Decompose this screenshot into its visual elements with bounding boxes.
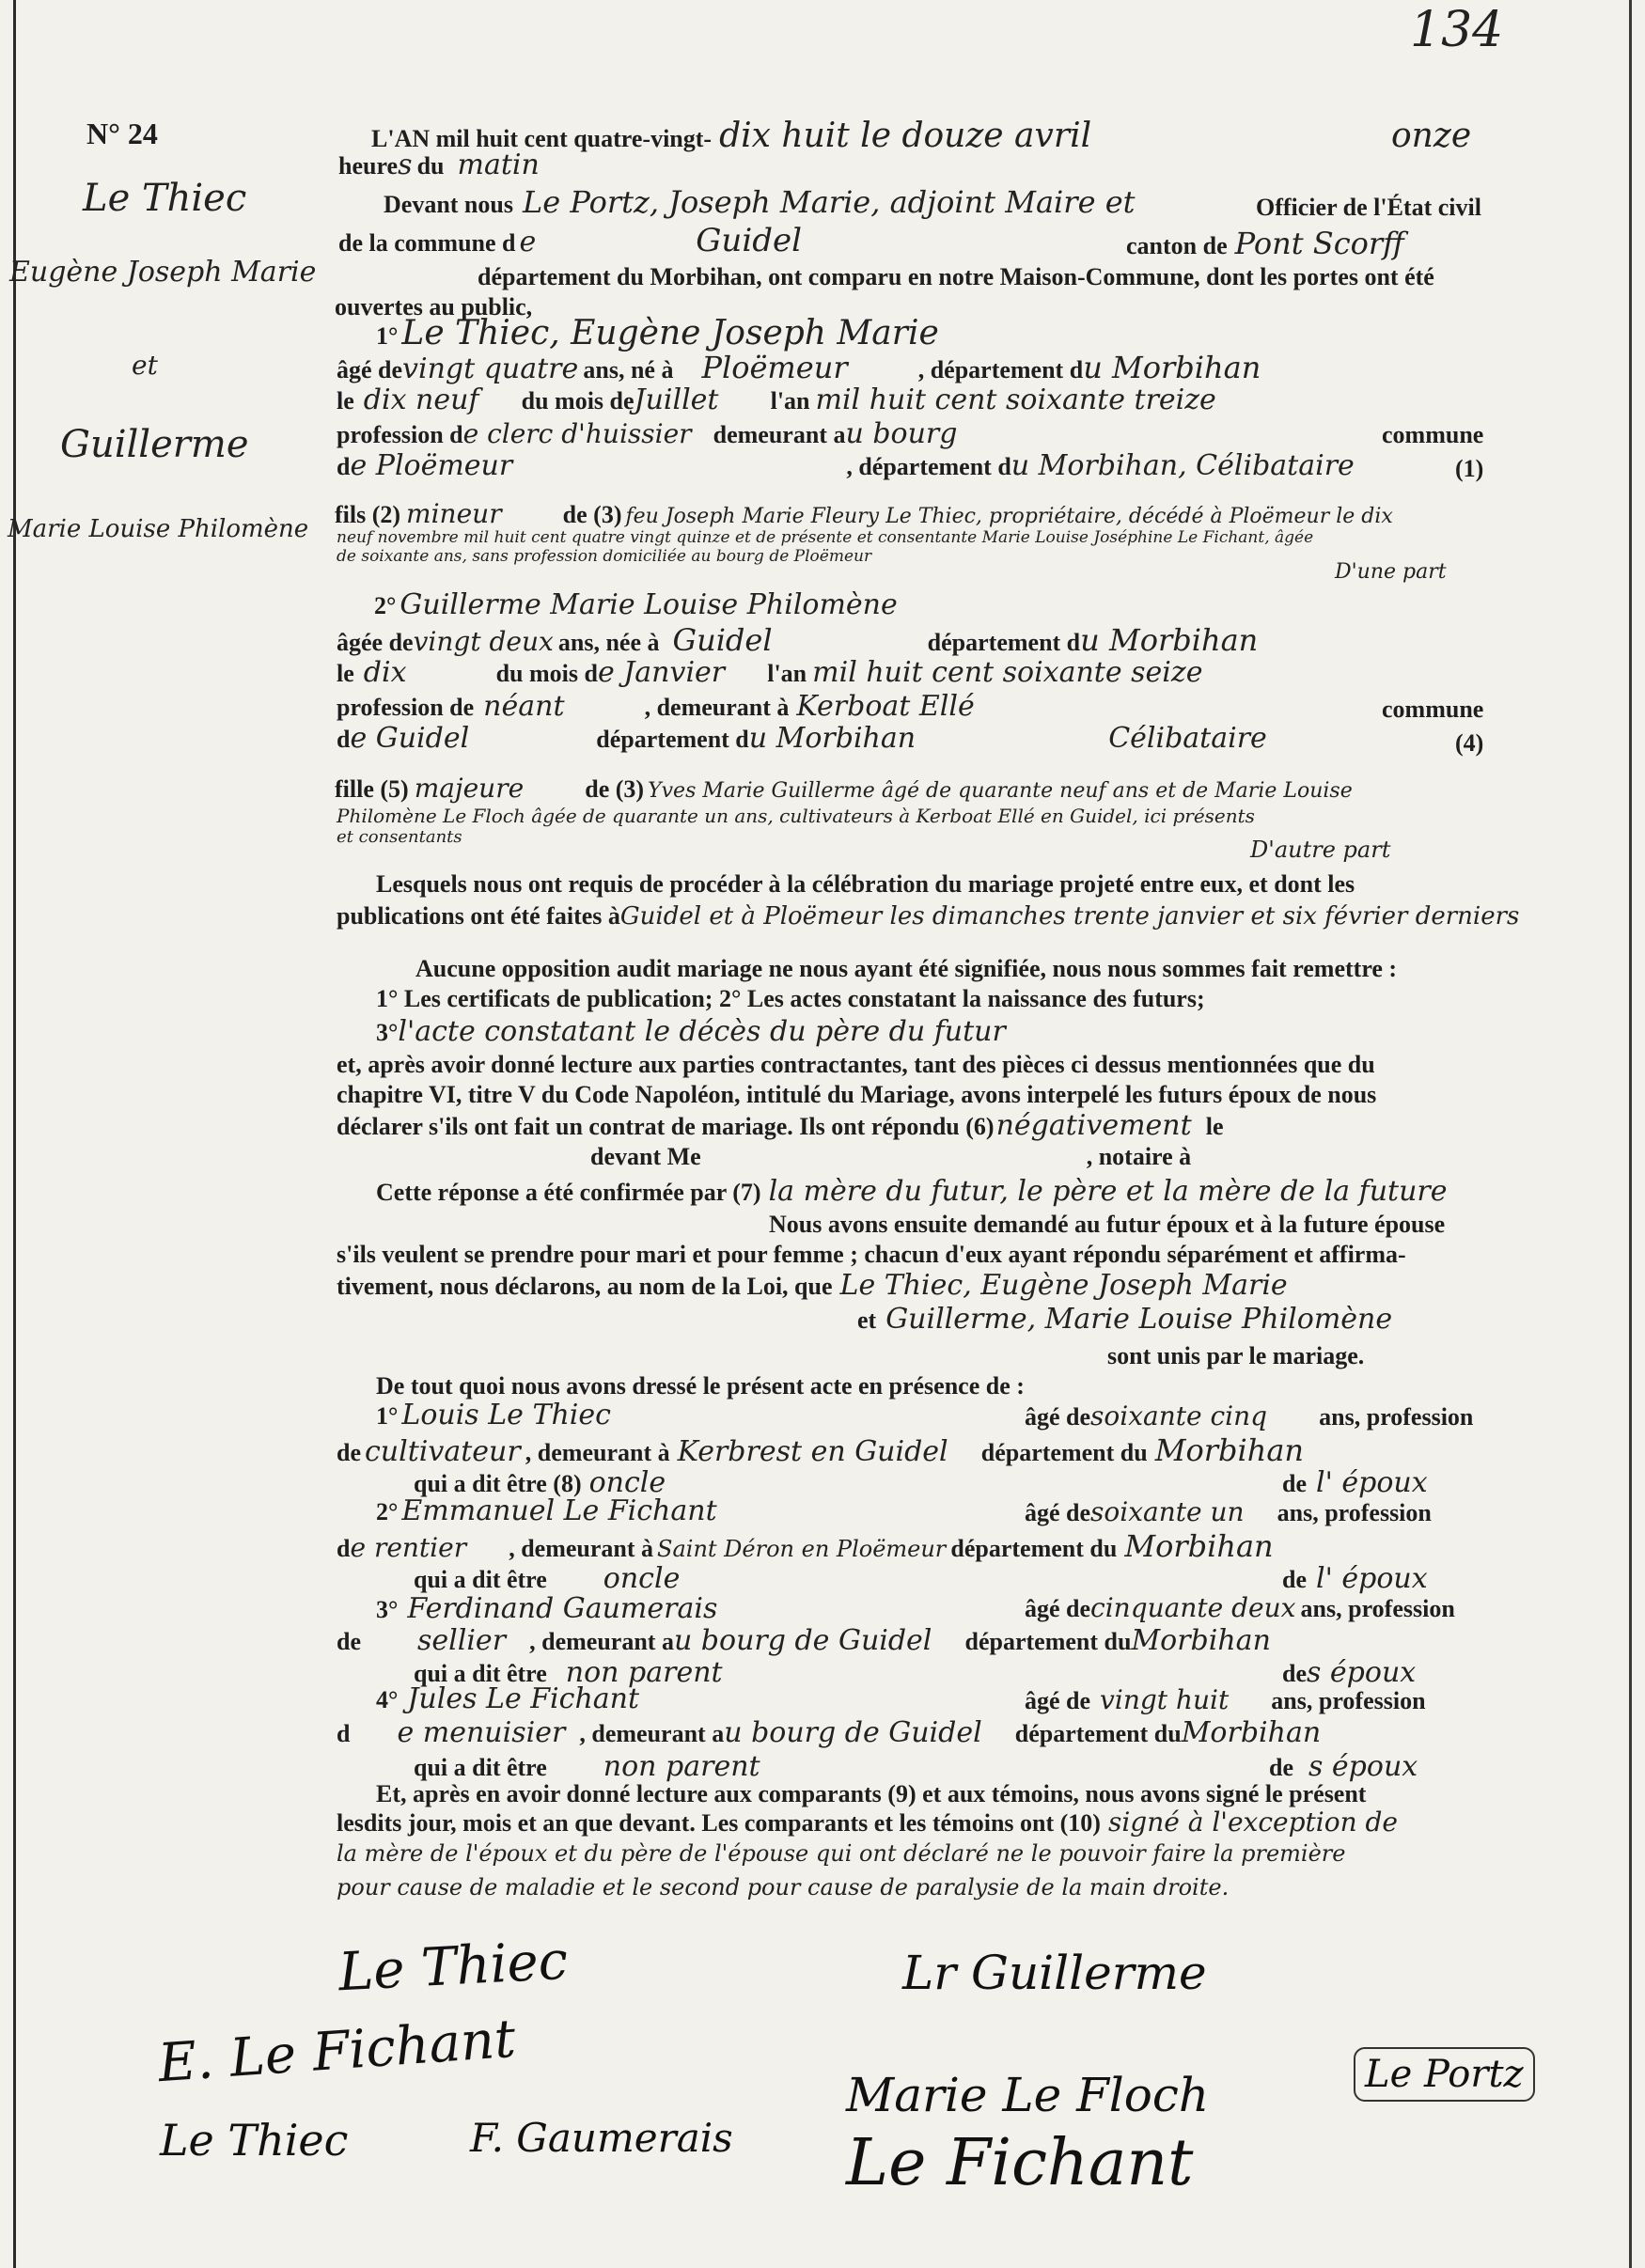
officer-title: Officier de l'État civil bbox=[1256, 194, 1481, 221]
signature-bride: Lr Guillerme bbox=[902, 1946, 1207, 2000]
witness-4-relation-line: qui a dit être non parent bbox=[414, 1750, 760, 1783]
page-left-edge bbox=[13, 0, 16, 2268]
signature-groom: Le Thiec bbox=[337, 1930, 570, 2004]
request-line-2: publications ont été faites àGuidel et à Ploëmeur les dimanches trente janvier et six février derniers bbox=[337, 902, 1520, 931]
witness-1-age-line: âgé desoixante cinq ans, profession bbox=[1025, 1400, 1474, 1431]
line-departement: département du Morbihan, ont comparu en notre Maison-Commune, dont les portes ont été bbox=[478, 263, 1434, 290]
line-public: ouvertes au public, bbox=[335, 293, 533, 321]
groom-age-line: âgé devingt quatre ans, né à Ploëmeur , département du Morbihan bbox=[337, 350, 1261, 385]
witness-4-residence-line: d e menuisier , demeurant au bourg de Guidel département duMorbihan bbox=[337, 1716, 1322, 1749]
line-commune: de la commune d e Guidel bbox=[338, 222, 802, 259]
witness-1-name-line: 1° Louis Le Thiec bbox=[376, 1399, 611, 1431]
witnesses-intro: De tout quoi nous avons dressé le présent acte en présence de : bbox=[376, 1372, 1025, 1400]
closing-line-2: lesdits jour, mois et an que devant. Les comparants et les témoins ont (10) signé à l'exception de bbox=[337, 1807, 1398, 1838]
closing-line-1: Et, après en avoir donné lecture aux comparants (9) et aux témoins, nous avons signé le présent bbox=[376, 1780, 1367, 1807]
signature-officer: Le Portz bbox=[1354, 2047, 1535, 2102]
margin-groom-surname: Le Thiec bbox=[83, 177, 247, 220]
consent-line-2: tivement, nous déclarons, au nom de la Loi, que Le Thiec, Eugène Joseph Marie bbox=[337, 1269, 1288, 1302]
dautre-part: D'autre part bbox=[1250, 837, 1391, 863]
united-line: sont unis par le mariage. bbox=[1107, 1342, 1365, 1369]
witness-2-relation-to: de l' époux bbox=[1282, 1562, 1428, 1595]
witness-2-relation-line: qui a dit être oncle bbox=[414, 1562, 681, 1595]
bride-parents-cont1: Philomène Le Floch âgée de quarante un ans, cultivateurs à Kerboat Ellé en Guidel, ici présents bbox=[337, 805, 1255, 827]
groom-birth-line: le dix neuf du mois deJuillet l'an mil huit cent soixante treize bbox=[337, 383, 1216, 416]
line-year: L'AN mil huit cent quatre-vingt- dix huit le douze avril bbox=[371, 117, 1092, 155]
consent-line-1: s'ils veulent se prendre pour mari et pour femme ; chacun d'eux ayant répondu séparément et affirma- bbox=[337, 1241, 1406, 1268]
line-canton: canton de Pont Scorff bbox=[1126, 226, 1404, 261]
groom-residence-line: de Ploëmeur , département du Morbihan, Célibataire bbox=[337, 449, 1355, 482]
witness-4-relation-to: de s époux bbox=[1269, 1750, 1418, 1783]
notary-line: devant Me , notaire à bbox=[590, 1143, 1192, 1170]
deceased-act-line: 3°l'acte constatant le décès du père du futur bbox=[376, 1015, 1006, 1048]
witness-1-relation-line: qui a dit être (8) oncle bbox=[414, 1466, 666, 1499]
line-hour: heures du matin bbox=[338, 149, 540, 181]
record-number: N° 24 bbox=[86, 117, 158, 150]
bride-name-line: 2° Guillerme Marie Louise Philomène bbox=[374, 588, 898, 621]
witness-2-residence-line: de rentier , demeurant à Saint Déron en Ploëmeur département du Morbihan bbox=[337, 1528, 1274, 1564]
closing-line-3: la mère de l'époux et du père de l'épouse qui ont déclaré ne le pouvoir faire la première bbox=[337, 1840, 1346, 1867]
confirmed-line: Cette réponse a été confirmée par (7) la mère du futur, le père et la mère de la future bbox=[376, 1175, 1448, 1208]
witness-2-age-line: âgé desoixante un ans, profession bbox=[1025, 1496, 1432, 1527]
request-line-1: Lesquels nous ont requis de procéder à la célébration du mariage projeté entre eux, et dont les bbox=[376, 870, 1355, 898]
margin-et: et bbox=[132, 350, 158, 381]
signature-witness-le-fichant: E. Le Fichant bbox=[156, 2008, 518, 2095]
folio-number: 134 bbox=[1410, 2, 1504, 58]
margin-bride-given: Marie Louise Philomène bbox=[8, 515, 309, 543]
margin-groom-given: Eugène Joseph Marie bbox=[9, 256, 317, 289]
groom-parents-cont2: de soixante ans, sans profession domiciliée au bourg de Ploëmeur bbox=[337, 547, 872, 566]
lecture-line-1: et, après avoir donné lecture aux parties contractantes, tant des pièces ci dessus mentionnées que du bbox=[337, 1051, 1375, 1078]
closing-line-4: pour cause de maladie et le second pour cause de paralysie de la main droite. bbox=[337, 1874, 1230, 1900]
bride-residence-line: de Guidel département du Morbihan Célibataire bbox=[337, 722, 1267, 755]
dune-part: D'une part bbox=[1335, 560, 1447, 584]
consent-line-3: et Guillerme, Marie Louise Philomène bbox=[857, 1303, 1393, 1336]
bride-profession-line: profession de néant , demeurant à Kerboat Ellé bbox=[337, 690, 975, 723]
lecture-line-2: chapitre VI, titre V du Code Napoléon, intitulé du Mariage, avons interpelé les futurs époux de nous bbox=[337, 1081, 1377, 1108]
witness-2-name-line: 2° Emmanuel Le Fichant bbox=[376, 1494, 717, 1527]
commune-label: commune bbox=[1382, 421, 1484, 448]
witness-3-age-line: âgé decinquante deux ans, profession bbox=[1025, 1592, 1455, 1623]
witness-1-residence-line: de cultivateur , demeurant à Kerbrest en Guidel département du Morbihan bbox=[337, 1432, 1305, 1468]
line-officer: Devant nous Le Portz, Joseph Marie, adjoint Maire et bbox=[384, 184, 1136, 220]
note-1: (1) bbox=[1455, 455, 1484, 482]
witness-3-relation-line: qui a dit être non parent bbox=[414, 1656, 723, 1689]
bride-birth-line: le dix du mois de Janvier l'an mil huit cent soixante seize bbox=[337, 656, 1203, 689]
signature-mother: Marie Le Floch bbox=[846, 2068, 1210, 2122]
margin-bride-surname: Guillerme bbox=[60, 423, 249, 466]
page-right-edge bbox=[1629, 0, 1632, 2268]
hour-value: onze bbox=[1391, 117, 1472, 155]
signature-le-fichant: Le Fichant bbox=[846, 2126, 1194, 2200]
witness-3-name-line: 3° Ferdinand Gaumerais bbox=[376, 1592, 718, 1625]
witness-3-residence-line: de sellier , demeurant au bourg de Guidel département duMorbihan bbox=[337, 1624, 1271, 1657]
note-4: (4) bbox=[1455, 729, 1484, 757]
groom-profession-line: profession de clerc d'huissier demeurant au bourg bbox=[337, 417, 958, 450]
bride-commune-label: commune bbox=[1382, 696, 1484, 723]
bride-parents-line: fille (5) majeure de (3) Yves Marie Guillerme âgé de quarante neuf ans et de Marie Louise bbox=[335, 773, 1353, 804]
signature-gaumerais: F. Gaumerais bbox=[470, 2115, 733, 2161]
asked-line: Nous avons ensuite demandé au futur époux et à la future épouse bbox=[769, 1211, 1446, 1238]
bride-parents-cont2: et consentants bbox=[337, 827, 462, 847]
signature-witness-le-thiec: Le Thiec bbox=[160, 2115, 349, 2166]
witness-1-relation-to: de l' époux bbox=[1282, 1466, 1428, 1499]
contract-line: déclarer s'ils ont fait un contrat de mariage. Ils ont répondu (6)négativement le bbox=[337, 1109, 1224, 1142]
witness-4-age-line: âgé de vingt huit ans, profession bbox=[1025, 1684, 1426, 1715]
bride-age-line: âgée devingt deux ans, née à Guidel département du Morbihan bbox=[337, 622, 1259, 658]
witness-4-name-line: 4° Jules Le Fichant bbox=[376, 1682, 640, 1715]
groom-parents-cont1: neuf novembre mil huit cent quatre vingt quinze et de présente et consentante Marie Louise Joséphine Le Fichant, âgée bbox=[337, 528, 1314, 547]
groom-name-line: 1° Le Thiec, Eugène Joseph Marie bbox=[376, 314, 939, 352]
witness-3-relation-to: des époux bbox=[1282, 1656, 1417, 1689]
groom-parents-line: fils (2) mineur de (3) feu Joseph Marie Fleury Le Thiec, propriétaire, décédé à Ploëmeur le dix bbox=[335, 498, 1393, 529]
certificates-line: 1° Les certificats de publication; 2° Les actes constatant la naissance des futurs; bbox=[376, 985, 1205, 1012]
opposition-line: Aucune opposition audit mariage ne nous ayant été signifiée, nous nous sommes fait remettre : bbox=[415, 955, 1398, 982]
